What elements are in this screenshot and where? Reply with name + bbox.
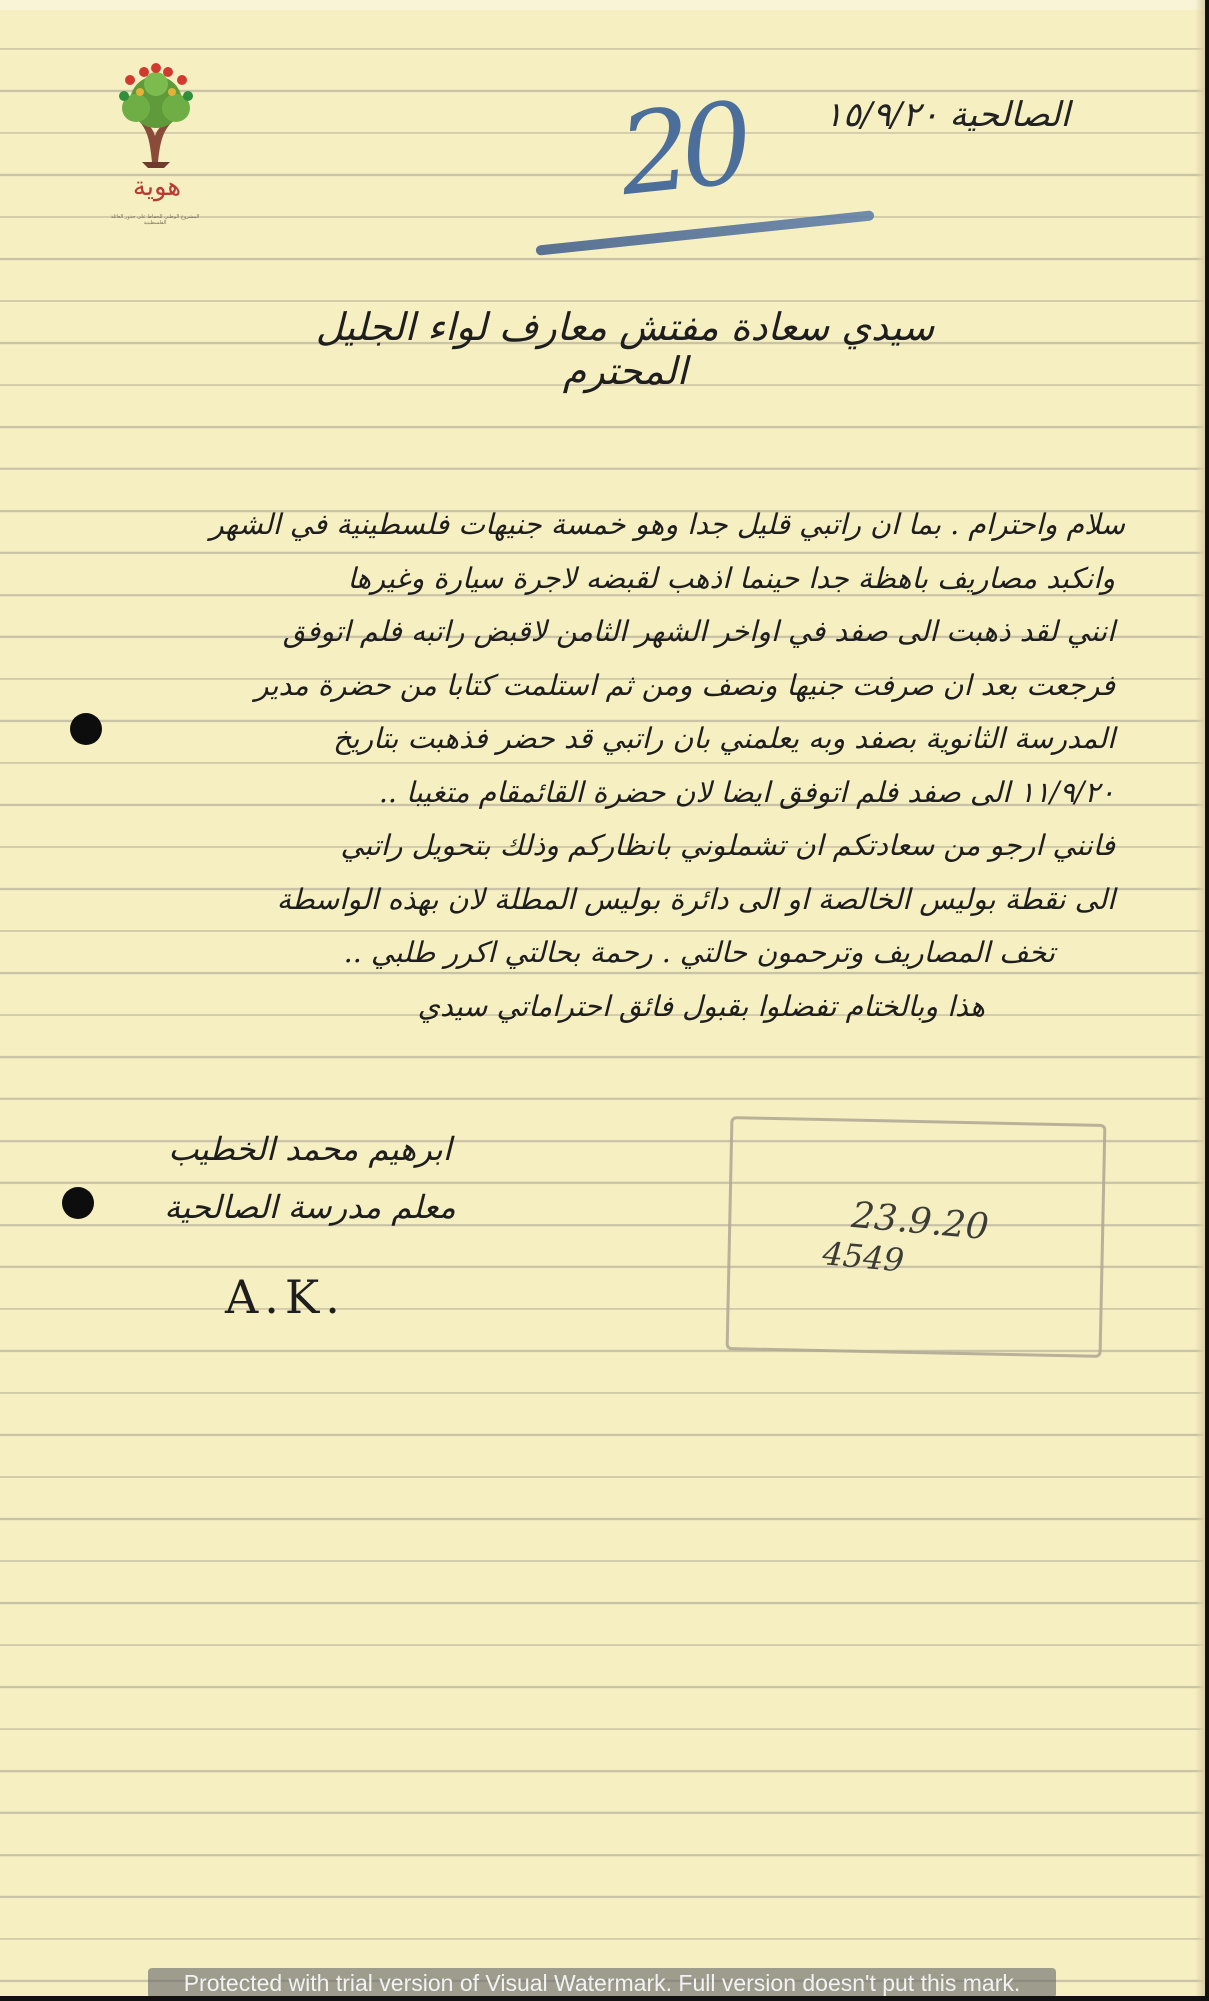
body-line: فانني ارجو من سعادتكم ان تشملوني بانظاركم وذلك بتحويل راتبي [340,829,1115,862]
body-line: وانكبد مصاريف باهظة جدا حينما اذهب لقبضه لاجرة سيارة وغيرها [347,561,1115,595]
hawiya-logo [100,62,210,242]
letter-date: الصالحية ١٥/٩/٢٠ [824,95,1070,135]
logo-wordmark: هوية [132,172,182,202]
stamp-date: 23.9.20 [849,1194,991,1249]
punch-hole [70,713,102,745]
paper-top-edge [0,0,1205,10]
signature-block [160,1120,460,1236]
body-line: سلام واحترام . بما ان راتبي قليل جدا وهو خمسة جنيهات فلسطينية في الشهر [209,508,1125,541]
letter-body [95,498,1125,1033]
letter-salutation: سيدي سعادة مفتش معارف لواء الجليل المحترم [315,305,935,393]
received-stamp [726,1116,1107,1358]
body-line: فرجعت بعد ان صرفت جنيها ونصف ومن ثم استلمت كتابا من حضرة مدير [254,668,1115,702]
paper-right-shade [1195,0,1205,1996]
handwritten-initials: A.K. [225,1270,346,1324]
signer-name: ابرهيم محمد الخطيب [168,1130,452,1168]
signer-title: معلم مدرسة الصالحية [164,1188,456,1226]
body-line: ١١/٩/٢٠ الى صفد فلم اتوفق ايضا لان حضرة القائمقام متغيبا .. [378,775,1115,809]
folio-number: 20 [613,78,749,222]
folio-number-annotation [600,78,780,222]
stamp-number: 4549 [821,1234,906,1280]
body-line: انني لقد ذهبت الى صفد في اواخر الشهر الثامن لاقبض راتبه فلم اتوفق [282,615,1115,648]
tree-logo-icon [100,62,210,172]
punch-hole [62,1187,94,1219]
body-line: الى نقطة بوليس الخالصة او الى دائرة بوليس المطلة لان بهذه الواسطة [276,882,1115,916]
body-line: هذا وبالختام تفضلوا بقبول فائق احتراماتي سيدي [417,989,985,1023]
trial-watermark: Protected with trial version of Visual Watermark. Full version doesn't put this mark. [148,1968,1056,1996]
logo-subtitle: المشروع الوطني للحفاظ على جذور العائلة الفلسطينية [110,214,200,226]
body-line: المدرسة الثانوية بصفد وبه يعلمني بان راتبي قد حضر فذهبت بتاريخ [333,722,1115,755]
body-line: تخف المصاريف وترحمون حالتي . رحمة بحالتي اكرر طلبي .. [343,936,1055,969]
